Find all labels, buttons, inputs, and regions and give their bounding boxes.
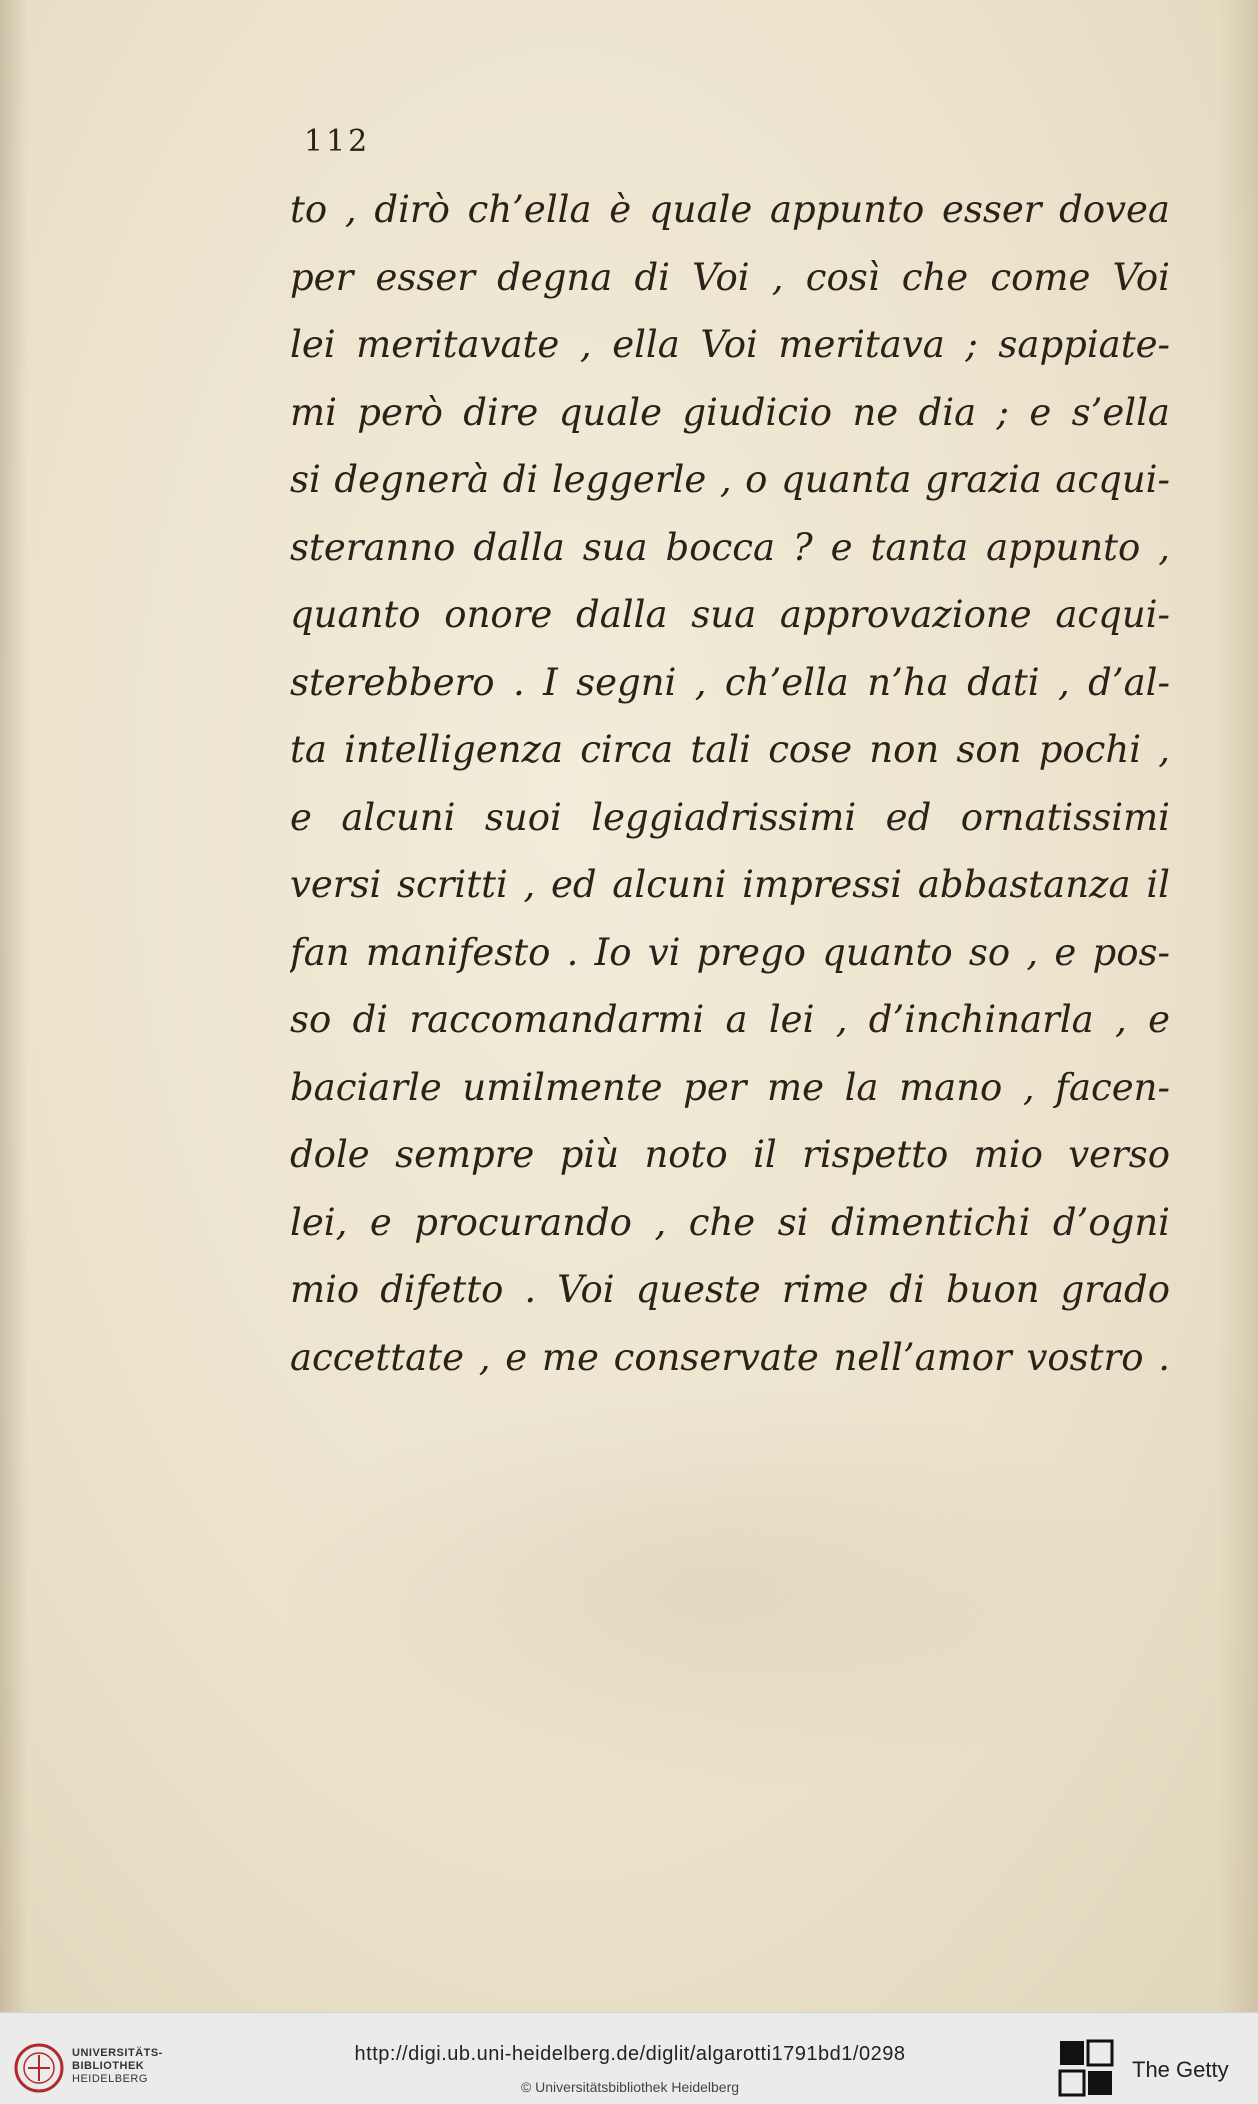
text-line: lei meritavate , ella Voi meritava ; sappiate-	[290, 323, 1170, 366]
text-line: e alcuni suoi leggiadrissimi ed ornatissimi	[290, 795, 1170, 839]
text-line: mio difetto . Voi queste rime di buon grado	[290, 1268, 1170, 1311]
text-line: per esser degna di Voi , così che come Voi	[290, 255, 1170, 299]
text-line: lei, e procurando , che si dimentichi d’ogni	[290, 1200, 1170, 1244]
university-name: UNIVERSITÄTS- BIBLIOTHEK HEIDELBERG	[72, 2047, 163, 2085]
text-line: steranno dalla sua bocca ? e tanta appunto ,	[290, 525, 1170, 569]
text-line: quanto onore dalla sua approvazione acqui-	[290, 593, 1170, 636]
text-line: dole sempre più noto il rispetto mio verso	[290, 1133, 1170, 1176]
page-number: 112	[304, 124, 371, 159]
text-line: sterebbero . I segni , ch’ella n’ha dati , d’al-	[290, 660, 1170, 704]
text-line: mi però dire quale giudicio ne dia ; e s’ella	[290, 390, 1170, 434]
footer-bar	[0, 2012, 1258, 2104]
text-line: versi scritti , ed alcuni impressi abbastanza il	[290, 863, 1170, 906]
bleed-through-shadow	[270, 1380, 1150, 1800]
partner-name: The Getty	[1132, 2057, 1229, 2082]
text-line: si degnerà di leggerle , o quanta grazia acqui-	[290, 458, 1170, 501]
getty-logo-icon	[1058, 2039, 1114, 2097]
permalink-url[interactable]: http://digi.ub.uni-heidelberg.de/diglit/algarotti1791bd1/0298	[354, 2043, 906, 2065]
text-line: accettate , e me conservate nell’amor vostro .	[290, 1335, 1170, 1379]
text-line: ta intelligenza circa tali cose non son pochi ,	[290, 728, 1170, 771]
text-line: fan manifesto . Io vi prego quanto so , e pos-	[290, 930, 1170, 974]
text-line: baciarle umilmente per me la mano , facen-	[290, 1065, 1170, 1109]
text-line: so di raccomandarmi a lei , d’inchinarla , e	[290, 998, 1170, 1041]
body-text	[290, 176, 1170, 1391]
university-seal-icon	[14, 2043, 64, 2093]
copyright-notice: © Universitätsbibliothek Heidelberg	[520, 2079, 740, 2095]
text-line: to , dirò ch’ella è quale appunto esser dovea	[290, 188, 1170, 231]
